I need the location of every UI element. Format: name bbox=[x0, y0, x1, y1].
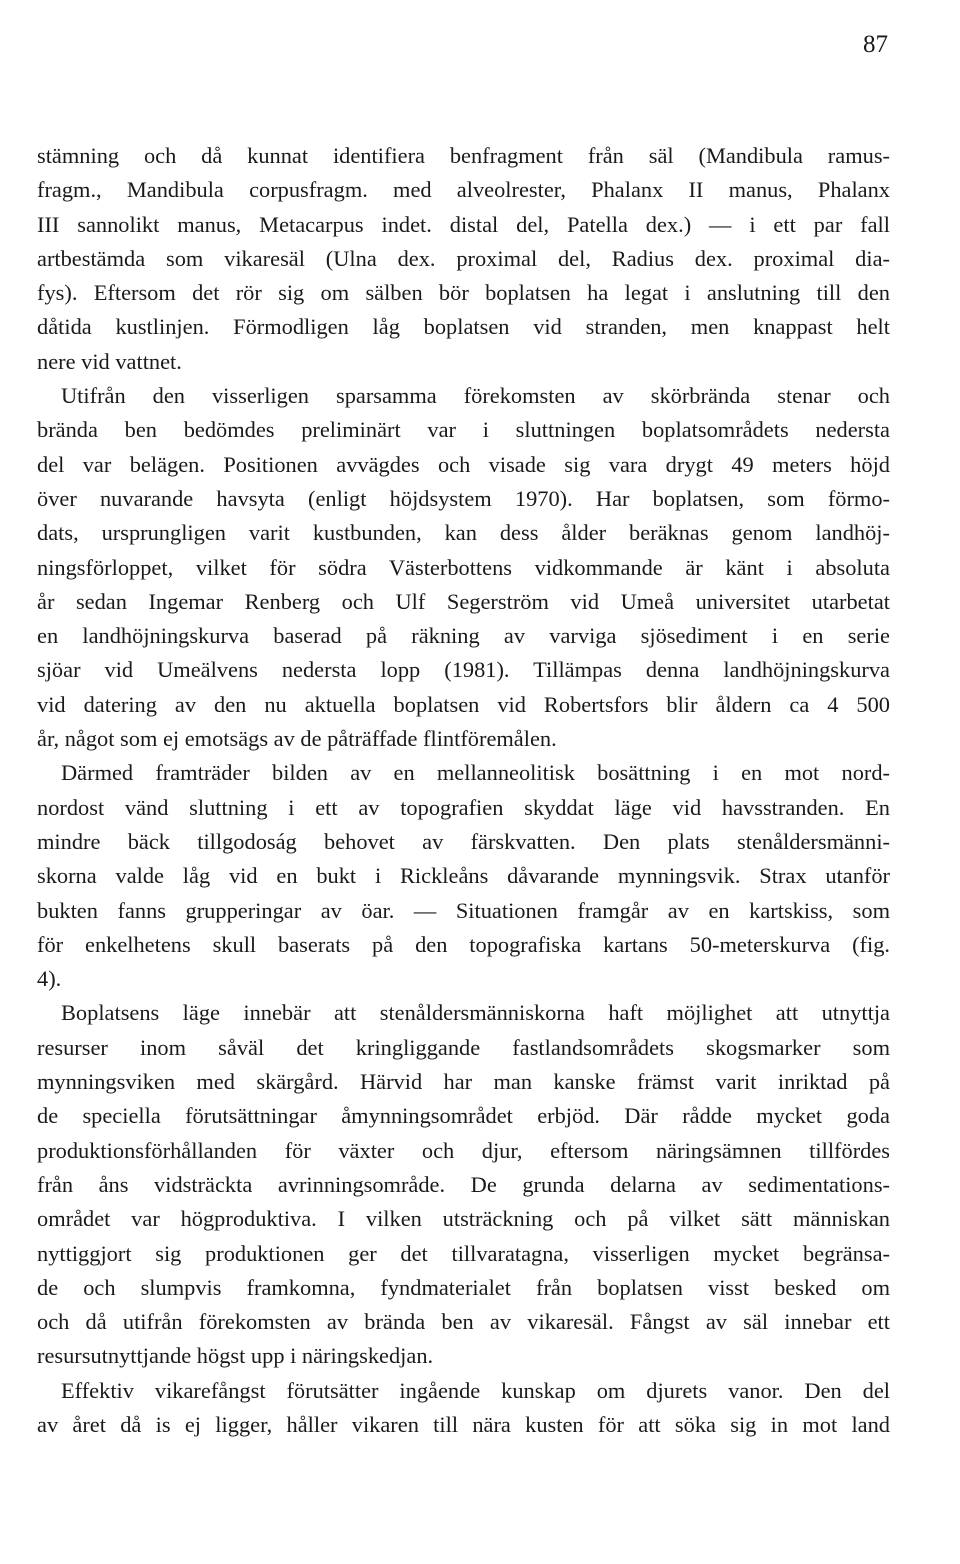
text-line: del var belägen. Positionen avvägdes och visade sig vara drygt 49 meters höjd bbox=[37, 451, 890, 477]
text-line: år, något som ej emotsägs av de påträffade flintföremålen. bbox=[37, 726, 557, 752]
text-line: 4). bbox=[37, 966, 62, 992]
text-line: från åns vidsträckta avrinningsområde. De grunda delarna av sedimentations- bbox=[37, 1171, 890, 1197]
text-line: nordost vänd sluttning i ett av topografien skyddat läge vid havsstranden. En bbox=[37, 794, 890, 820]
text-line: nyttiggjort sig produktionen ger det tillvaratagna, visserligen mycket begränsa- bbox=[37, 1240, 890, 1266]
body-text bbox=[37, 139, 890, 1442]
page-number: 87 bbox=[863, 31, 888, 58]
text-line: Därmed framträder bilden av en mellanneolitisk bosättning i en mot nord- bbox=[61, 760, 890, 786]
text-line: brända ben bedömdes preliminärt var i sluttningen boplatsområdets nedersta bbox=[37, 417, 890, 443]
text-line: fys). Eftersom det rör sig om sälben bör boplatsen ha legat i anslutning till den bbox=[37, 280, 890, 306]
text-line: dats, ursprungligen varit kustbunden, kan dess ålder beräknas genom landhöj- bbox=[37, 520, 890, 546]
text-line: en landhöjningskurva baserad på räkning av varviga sjösediment i en serie bbox=[37, 623, 890, 649]
text-line: bukten fanns grupperingar av öar. — Situationen framgår av en kartskiss, som bbox=[37, 897, 890, 923]
text-line: mynningsviken med skärgård. Härvid har man kanske främst varit inriktad på bbox=[37, 1069, 890, 1095]
text-line: Utifrån den visserligen sparsamma förekomsten av skörbrända stenar och bbox=[61, 383, 890, 409]
text-line: år sedan Ingemar Renberg och Ulf Segerström vid Umeå universitet utarbetat bbox=[37, 588, 890, 614]
text-line: över nuvarande havsyta (enligt höjdsystem 1970). Har boplatsen, som förmo- bbox=[37, 485, 890, 511]
text-line: vid datering av den nu aktuella boplatsen vid Robertsfors blir åldern ca 4 500 bbox=[37, 691, 890, 717]
text-line: produktionsförhållanden för växter och djur, eftersom näringsämnen tillfördes bbox=[37, 1137, 890, 1163]
text-line: III sannolikt manus, Metacarpus indet. distal del, Patella dex.) — i ett par fall bbox=[37, 211, 890, 237]
text-line: sjöar vid Umeälvens nedersta lopp (1981). Tillämpas denna landhöjningskurva bbox=[37, 657, 890, 683]
text-line: för enkelhetens skull baserats på den topografiska kartans 50-meterskurva (fig. bbox=[37, 931, 890, 957]
text-line: området var högproduktiva. I vilken utsträckning och på vilket sätt människan bbox=[37, 1206, 890, 1232]
text-line: Boplatsens läge innebär att stenåldersmänniskorna haft möjlighet att utnyttja bbox=[61, 1000, 890, 1026]
text-line: skorna valde låg vid en bukt i Rickleåns dåvarande mynningsvik. Strax utanför bbox=[37, 863, 890, 889]
text-line: de speciella förutsättningar åmynningsområdet erbjöd. Där rådde mycket goda bbox=[37, 1103, 890, 1129]
text-line: mindre bäck tillgodoság behovet av färskvatten. Den plats stenåldersmänni- bbox=[37, 828, 890, 854]
text-line: och då utifrån förekomsten av brända ben av vikaresäl. Fångst av säl innebar ett bbox=[37, 1309, 890, 1335]
text-line: stämning och då kunnat identifiera benfragment från säl (Mandibula ramus- bbox=[37, 143, 890, 168]
text-line: de och slumpvis framkomna, fyndmaterialet från boplatsen visst besked om bbox=[37, 1274, 890, 1300]
text-line: ningsförloppet, vilket för södra Västerbottens vidkommande är känt i absoluta bbox=[37, 554, 890, 580]
text-line: nere vid vattnet. bbox=[37, 348, 182, 374]
text-line: resurser inom såväl det kringliggande fastlandsområdets skogsmarker som bbox=[37, 1034, 890, 1060]
text-line: Effektiv vikarefångst förutsätter ingående kunskap om djurets vanor. Den del bbox=[61, 1377, 890, 1403]
text-line: dåtida kustlinjen. Förmodligen låg boplatsen vid stranden, men knappast helt bbox=[37, 314, 890, 340]
text-line: fragm., Mandibula corpusfragm. med alveolrester, Phalanx II manus, Phalanx bbox=[37, 177, 890, 203]
text-line: artbestämda som vikaresäl (Ulna dex. proximal del, Radius dex. proximal dia- bbox=[37, 245, 890, 271]
text-line: resursutnyttjande högst upp i näringskedjan. bbox=[37, 1343, 434, 1369]
text-line: av året då is ej ligger, håller vikaren till nära kusten för att söka sig in mot land bbox=[37, 1411, 890, 1437]
